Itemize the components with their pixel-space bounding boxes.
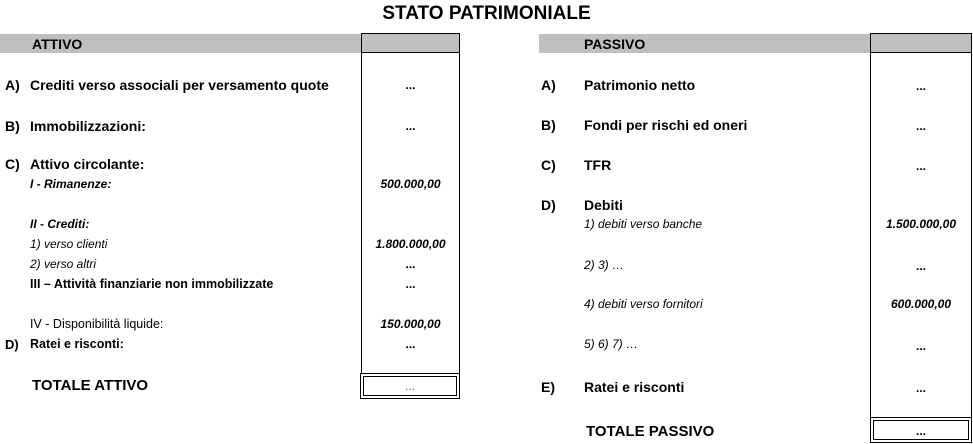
- attivo-d-value: ...: [405, 337, 416, 351]
- passivo-b-value: ...: [915, 119, 926, 133]
- passivo-c-letter: C): [541, 157, 556, 173]
- passivo-debiti-fornitori-label: 4) debiti verso fornitori: [584, 297, 703, 311]
- attivo-disponibilita-value: 150.000,00: [380, 317, 441, 331]
- attivo-header: ATTIVO: [32, 36, 83, 52]
- passivo-e-value: ...: [915, 381, 926, 395]
- attivo-verso-altri-label: 2) verso altri: [30, 257, 97, 271]
- page-title: STATO PATRIMONIALE: [382, 3, 591, 24]
- passivo-debiti-banche-value: 1.500.000,00: [885, 217, 957, 231]
- attivo-rimanenze-label: I - Rimanenze:: [30, 177, 112, 191]
- attivo-attivita-finanziarie-label: III – Attività finanziarie non immobilizzate: [30, 277, 274, 291]
- passivo-b-label: Fondi per rischi ed oneri: [584, 117, 748, 133]
- passivo-debiti-2-3-label: 2) 3) …: [584, 258, 625, 272]
- attivo-value-column-header: [362, 34, 459, 53]
- attivo-verso-clienti-label: 1) verso clienti: [30, 237, 108, 251]
- attivo-d-letter: D): [5, 337, 19, 352]
- passivo-a-label: Patrimonio netto: [584, 77, 696, 93]
- passivo-debiti-5-6-7-label: 5) 6) 7) …: [584, 337, 639, 351]
- attivo-attivita-finanziarie-value: ...: [405, 277, 416, 291]
- totale-attivo-value: ...: [404, 379, 415, 393]
- attivo-verso-altri-value: ...: [405, 257, 416, 271]
- attivo-c-letter: C): [5, 156, 20, 172]
- passivo-header: PASSIVO: [584, 36, 646, 52]
- attivo-a-letter: A): [5, 77, 20, 93]
- attivo-a-value: ...: [405, 78, 416, 92]
- attivo-verso-clienti-value: 1.800.000,00: [375, 237, 446, 251]
- passivo-value-column-header: [871, 34, 971, 53]
- attivo-b-letter: B): [5, 118, 20, 134]
- attivo-b-value: ...: [405, 119, 416, 133]
- totale-passivo-value: ...: [915, 424, 926, 438]
- passivo-debiti-5-6-7-value: ...: [915, 339, 926, 353]
- passivo-b-letter: B): [541, 117, 556, 133]
- attivo-rimanenze-value: 500.000,00: [380, 177, 441, 191]
- passivo-debiti-2-3-value: ...: [915, 259, 926, 273]
- totale-attivo-label: TOTALE ATTIVO: [32, 377, 149, 394]
- attivo-a-label: Crediti verso associali per versamento quote: [30, 77, 329, 93]
- attivo-crediti-label: II - Crediti:: [30, 217, 90, 231]
- passivo-d-letter: D): [541, 197, 556, 213]
- totale-passivo-label: TOTALE PASSIVO: [586, 423, 715, 440]
- attivo-b-label: Immobilizzazioni:: [30, 118, 146, 134]
- passivo-a-letter: A): [541, 77, 556, 93]
- passivo-debiti-banche-label: 1) debiti verso banche: [584, 217, 703, 231]
- attivo-d-label: Ratei e risconti:: [30, 337, 124, 351]
- passivo-d-label: Debiti: [584, 197, 623, 213]
- passivo-debiti-fornitori-value: 600.000,00: [890, 297, 952, 311]
- passivo-c-label: TFR: [584, 157, 612, 173]
- passivo-e-letter: E): [541, 379, 555, 395]
- passivo-e-label: Ratei e risconti: [584, 379, 685, 395]
- passivo-a-value: ...: [915, 79, 926, 93]
- passivo-c-value: ...: [915, 159, 926, 173]
- attivo-c-label: Attivo circolante:: [30, 156, 145, 172]
- attivo-disponibilita-label: IV - Disponibilità liquide:: [30, 317, 164, 331]
